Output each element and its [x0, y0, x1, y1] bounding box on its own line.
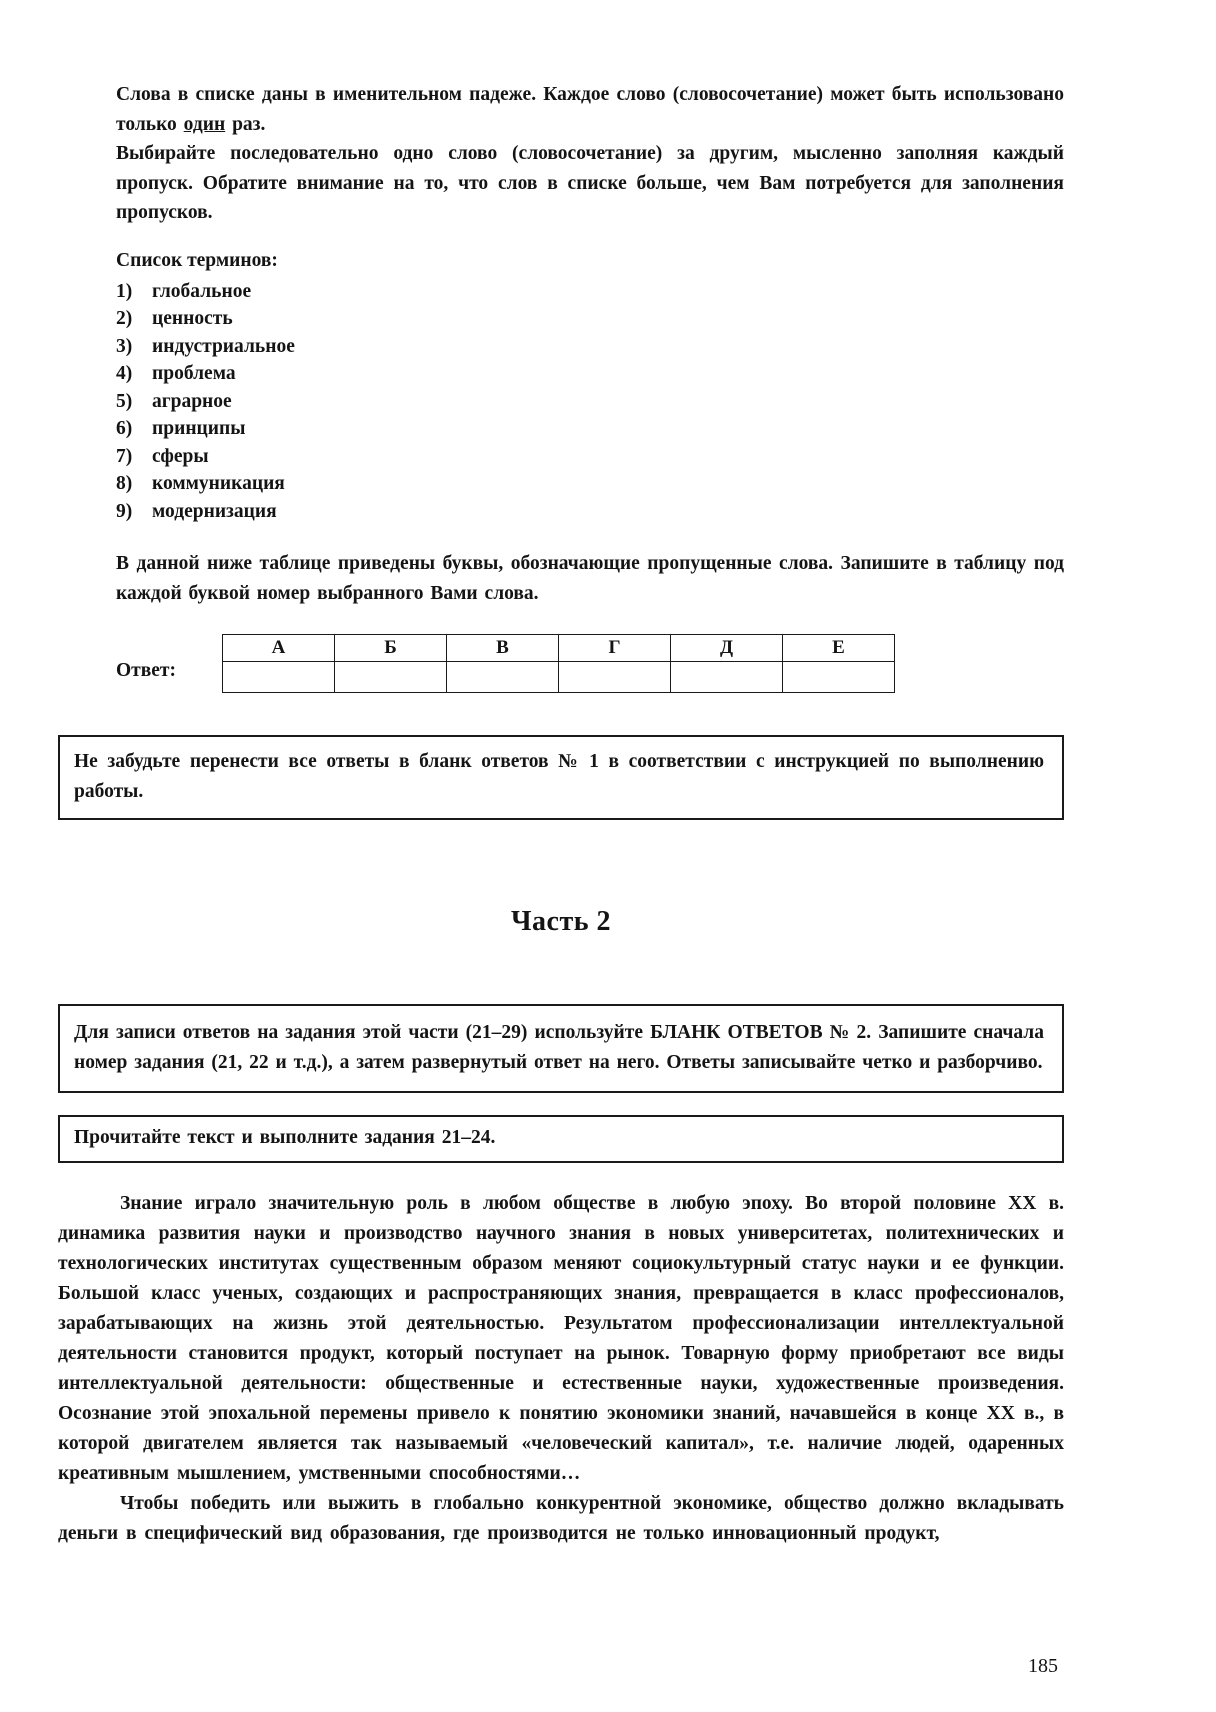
part2-instruction-box: [58, 1004, 1064, 1093]
intro-p1-post: раз.: [225, 113, 266, 135]
answer-col-d: Д: [671, 635, 783, 662]
answer-col-g: Г: [559, 635, 671, 662]
intro-p1-underlined-word: один: [183, 113, 226, 135]
term-label: проблема: [152, 363, 236, 384]
term-number: 2): [116, 308, 133, 329]
passage-paragraph-1: Знание играло значительную роль в любом обществе в любую эпоху. Во второй половине XX в. динамика развития науки и производство научного знания в новых университетах, политехнических и технологических институтах существенным образом меняют социокультурный статус науки и ее функции. Большой класс ученых, создающих и распространяющих знания, превращается в класс профессионалов, зарабатывающих на жизнь этой деятельностью. Результатом профессионализации интеллектуальной деятельности становится продукт, который поступает на рынок. Товарную форму приобретают все виды интеллектуальной деятельности: общественные и естественные науки, художественные произведения. Осознание этой эпохальной перемены привело к понятию экономики знаний, начавшейся в конце XX в., в которой двигателем является так называемый «человеческий капитал», т.е. наличие людей, одаренных креативным мышлением, умственными способностями…: [58, 1192, 1064, 1484]
terms-list: [116, 278, 1064, 526]
table-intro-paragraph: В данной ниже таблице приведены буквы, обозначающие пропущенные слова. Запишите в таблицу под каждой буквой номер выбранного Вами слова.: [116, 553, 1064, 604]
transfer-answers-note-box: [58, 735, 1064, 820]
answer-table: [222, 634, 895, 693]
answer-table-header-row: [223, 635, 895, 662]
term-item: [116, 470, 1064, 498]
term-number: 7): [116, 445, 133, 467]
page-number: 185: [1028, 1655, 1058, 1677]
answer-cell-a: [223, 662, 335, 693]
reading-passage: [58, 1189, 1064, 1549]
term-item: [116, 305, 1064, 333]
answer-col-e: Е: [783, 635, 895, 662]
terms-heading: Список терминов:: [116, 249, 278, 271]
intro-paragraph-1: [116, 80, 1064, 139]
answer-cell-b: [335, 662, 447, 693]
intro-p1-pre: Слова в списке даны в именительном падеже. Каждое слово (словосочетание) может быть использовано только: [116, 84, 1064, 135]
term-number: 5): [116, 390, 133, 412]
answer-cell-d: [671, 662, 783, 693]
answer-cell-g: [559, 662, 671, 693]
part2-heading: Часть 2: [510, 906, 612, 937]
term-item: [116, 278, 1064, 306]
term-label: ценность: [152, 308, 233, 329]
term-item: [116, 360, 1064, 388]
term-number: 3): [116, 335, 133, 357]
term-label: принципы: [152, 418, 246, 439]
transfer-answers-note-text: Не забудьте перенести все ответы в бланк ответов № 1 в соответствии с инструкцией по выполнению работы.: [74, 751, 1044, 802]
term-item: [116, 443, 1064, 471]
read-text-instruction-box: [58, 1115, 1064, 1163]
answer-cell-v: [447, 662, 559, 693]
intro-paragraph-2: Выбирайте последовательно одно слово (словосочетание) за другим, мысленно заполняя каждый пропуск. Обратите внимание на то, что слов в списке больше, чем Вам потребуется для заполнения пропусков.: [116, 143, 1064, 223]
intro-instructions: [116, 80, 1064, 228]
term-number: 6): [116, 418, 133, 439]
read-text-instruction: Прочитайте текст и выполните задания 21–24.: [74, 1127, 496, 1148]
answer-col-v: В: [447, 635, 559, 662]
term-label: коммуникация: [152, 473, 285, 494]
term-number: 4): [116, 363, 133, 384]
part2-instruction-text: Для записи ответов на задания этой части (21–29) используйте БЛАНК ОТВЕТОВ № 2. Запишите сначала номер задания (21, 22 и т.д.), а затем развернутый ответ на него. Ответы записывайте четко и разборчиво.: [74, 1022, 1044, 1073]
term-label: сферы: [152, 445, 209, 467]
answer-label: Ответ:: [116, 659, 177, 681]
passage-paragraph-2: Чтобы победить или выжить в глобально конкурентной экономике, общество должно вкладывать деньги в специфический вид образования, где производится не только инновационный продукт,: [58, 1492, 1064, 1544]
term-item: [116, 388, 1064, 416]
term-label: глобальное: [152, 280, 252, 302]
term-item: [116, 333, 1064, 361]
answer-col-a: А: [223, 635, 335, 662]
term-item: [116, 498, 1064, 526]
term-number: 1): [116, 280, 133, 302]
answer-section: [116, 634, 1064, 693]
table-intro-section: [116, 549, 1064, 608]
terms-section: [116, 250, 1064, 526]
term-item: [116, 415, 1064, 443]
answer-cell-e: [783, 662, 895, 693]
term-label: индустриальное: [152, 335, 295, 357]
term-label: модернизация: [152, 500, 277, 522]
answer-table-blank-row: [223, 662, 895, 693]
answer-col-b: Б: [335, 635, 447, 662]
term-number: 9): [116, 500, 133, 522]
term-label: аграрное: [152, 390, 232, 412]
term-number: 8): [116, 473, 133, 494]
